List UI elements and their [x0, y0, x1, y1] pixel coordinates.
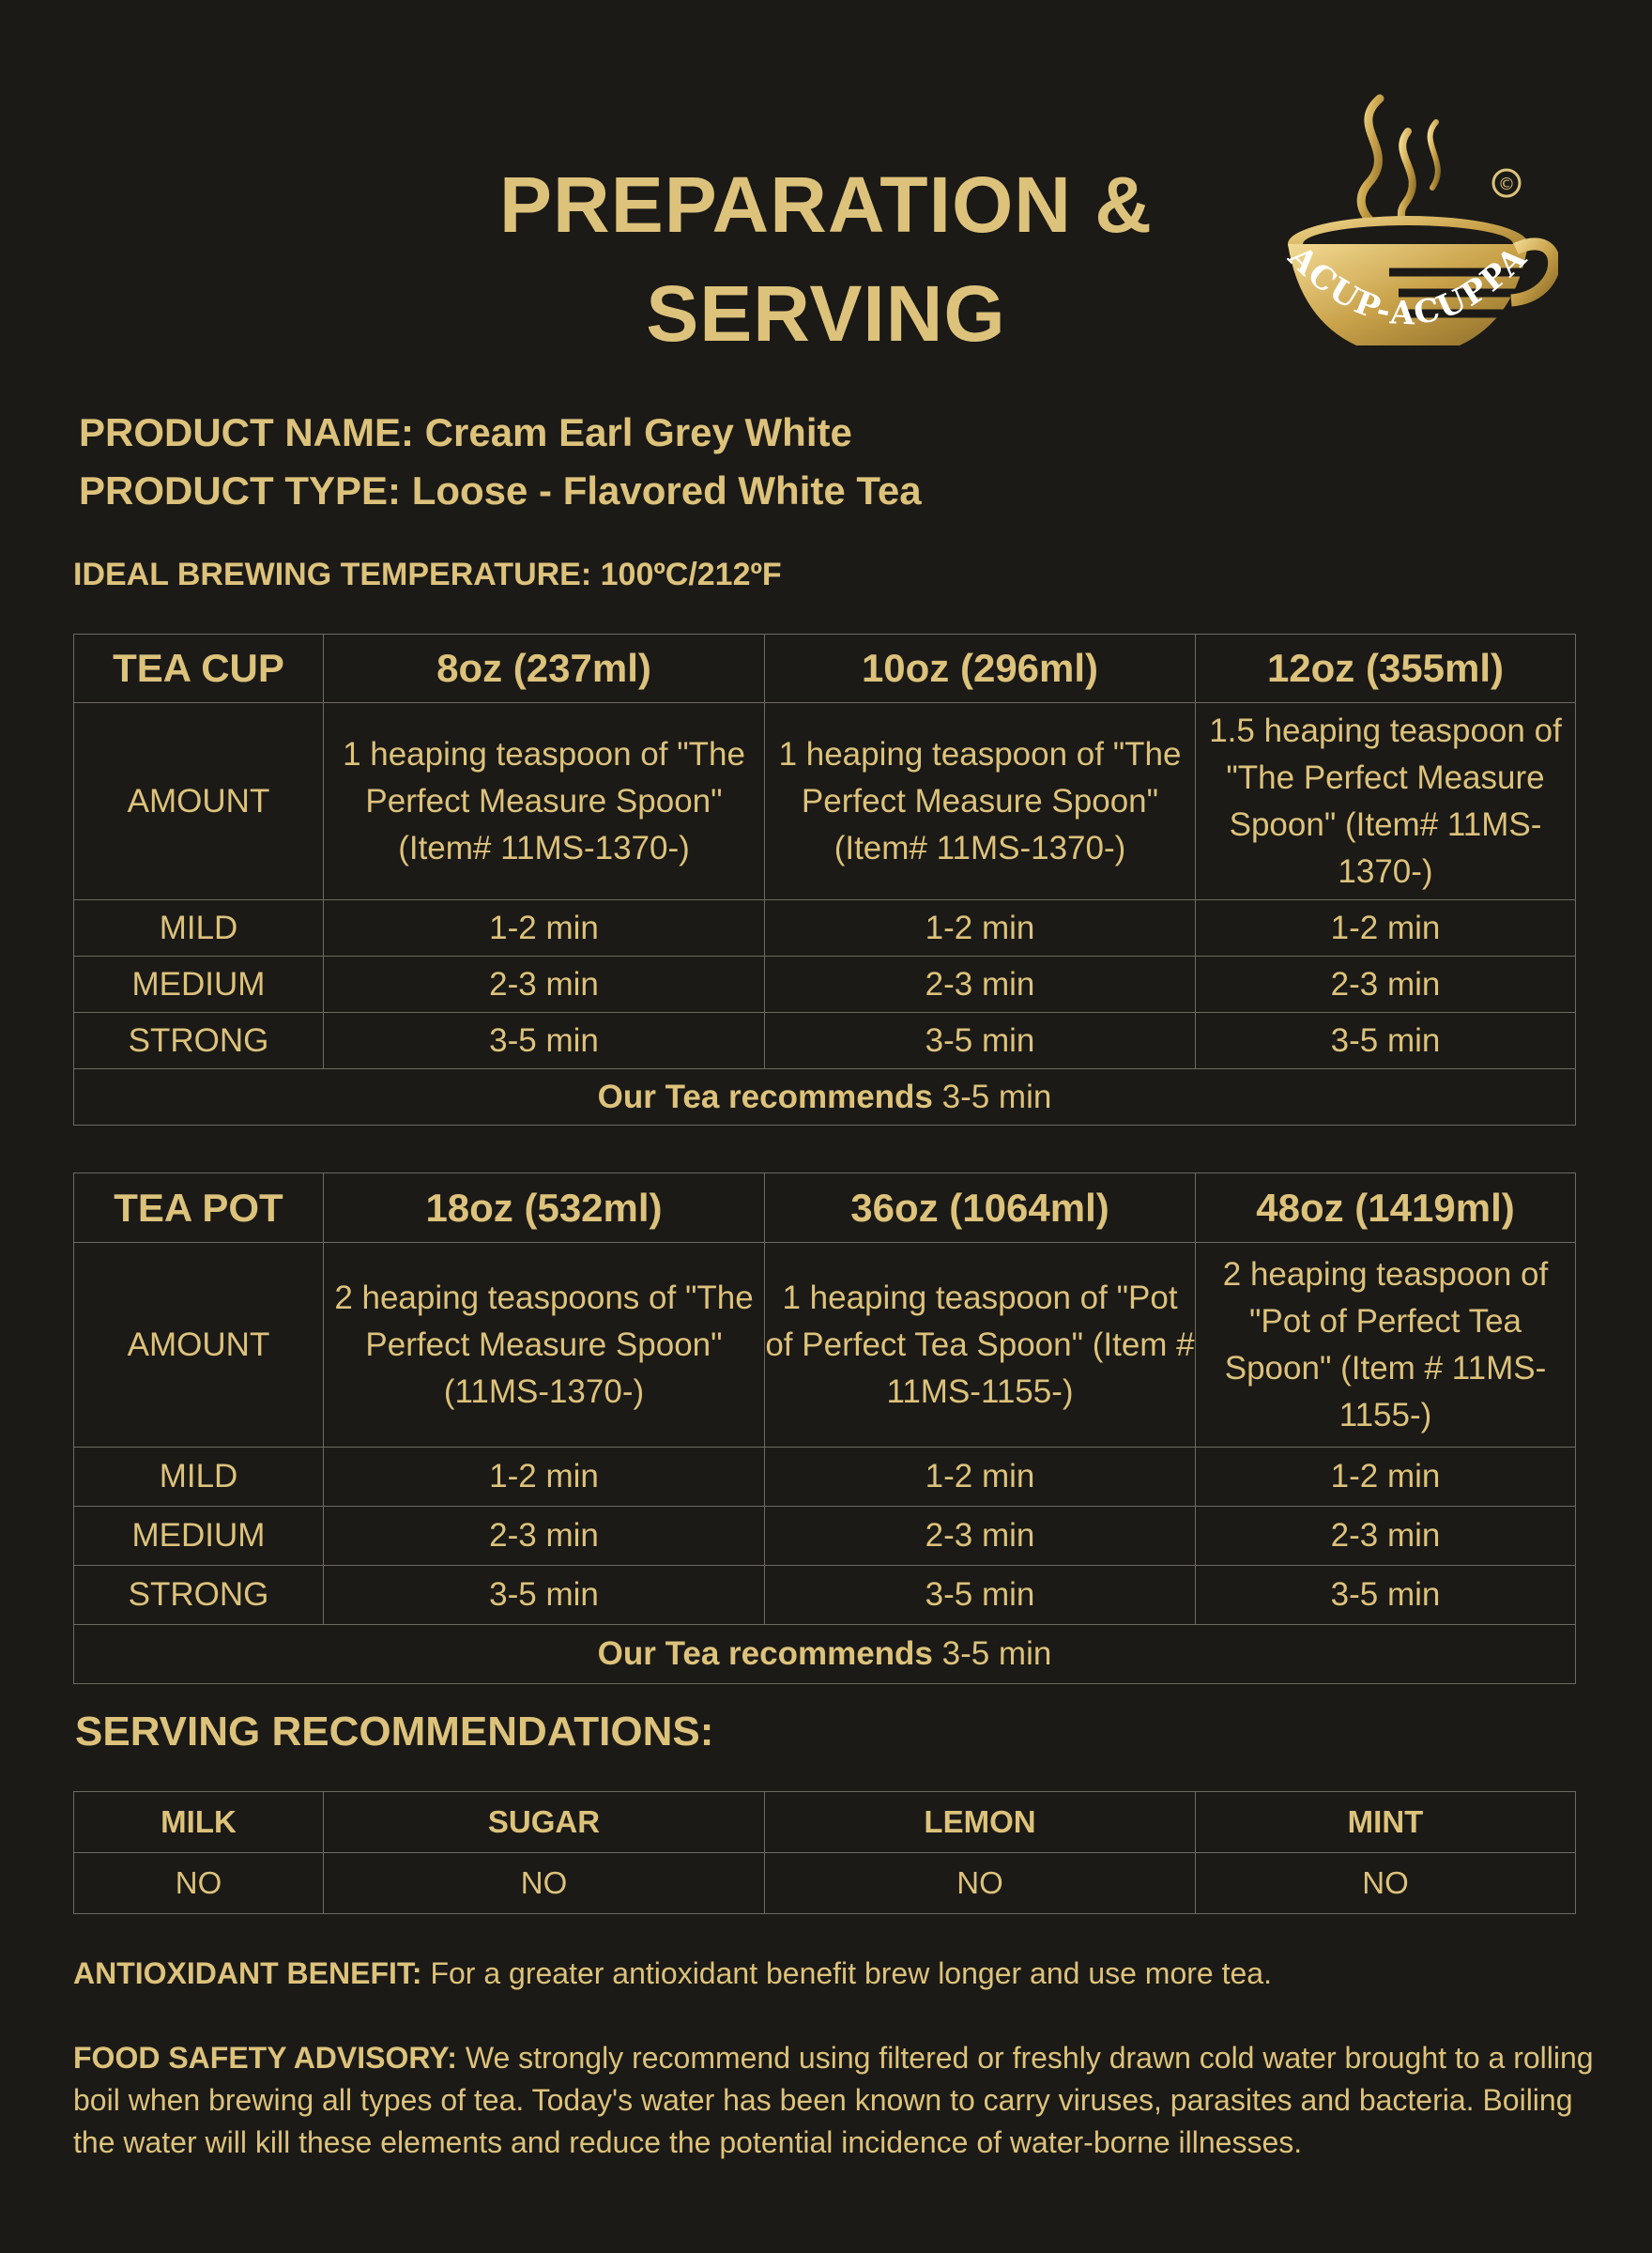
table-cell: 36oz (1064ml)	[765, 1173, 1196, 1243]
table-row	[74, 1448, 1576, 1507]
food-safety-text: We strongly recommend using filtered or freshly drawn cold water brought to a rolling boil when brewing all types of tea. Today's water has been known to carry viruses, parasites and bacteria. Boiling the water will kill these elements and reduce the potential incidence of water-borne illnesses.	[73, 2041, 1594, 2159]
brewing-temperature: IDEAL BREWING TEMPERATURE: 100ºC/212ºF	[73, 557, 782, 592]
tea-pot-table	[73, 1172, 1576, 1684]
table-cell: 1-2 min	[1196, 900, 1576, 957]
table-cell: 2-3 min	[765, 957, 1196, 1013]
table-row	[74, 1069, 1576, 1126]
tea-cup-table	[73, 634, 1576, 1126]
antioxidant-text: For a greater antioxidant benefit brew longer and use more tea.	[430, 1956, 1272, 1990]
product-name	[79, 404, 922, 462]
table-cell: 12oz (355ml)	[1196, 635, 1576, 703]
table-cell: 2-3 min	[1196, 1507, 1576, 1566]
table-cell: AMOUNT	[74, 703, 324, 900]
table-cell: NO	[1196, 1853, 1576, 1914]
table-cell: 10oz (296ml)	[765, 635, 1196, 703]
table-cell: MILK	[74, 1792, 324, 1853]
food-safety-note	[73, 2037, 1594, 2164]
table-cell: 3-5 min	[765, 1566, 1196, 1625]
table-cell: 1 heaping teaspoon of "The Perfect Measure Spoon" (Item# 11MS-1370-)	[324, 703, 765, 900]
table-cell: NO	[765, 1853, 1196, 1914]
product-type-label: PRODUCT TYPE:	[79, 468, 402, 513]
logo-text: ACUP-ACUPPA	[1280, 238, 1536, 333]
table-cell: MINT	[1196, 1792, 1576, 1853]
copyright-mark: ©	[1498, 175, 1515, 194]
table-cell: STRONG	[74, 1013, 324, 1069]
table-cell: LEMON	[765, 1792, 1196, 1853]
table-row	[74, 635, 1576, 703]
table-row	[74, 900, 1576, 957]
table-cell: 3-5 min	[1196, 1566, 1576, 1625]
table-cell: MEDIUM	[74, 1507, 324, 1566]
table-cell: 3-5 min	[324, 1013, 765, 1069]
product-type-value: Loose - Flavored White Tea	[411, 468, 922, 513]
table-row	[74, 957, 1576, 1013]
table-cell: 1-2 min	[765, 900, 1196, 957]
table-cell: 8oz (237ml)	[324, 635, 765, 703]
table-cell: 1-2 min	[324, 1448, 765, 1507]
table-cell: 1.5 heaping teaspoon of "The Perfect Measure Spoon" (Item# 11MS-1370-)	[1196, 703, 1576, 900]
product-type	[79, 462, 922, 520]
table-cell: 2-3 min	[324, 957, 765, 1013]
recommendation-cell	[74, 1625, 1576, 1684]
table-cell: 3-5 min	[324, 1566, 765, 1625]
table-cell: 3-5 min	[765, 1013, 1196, 1069]
steaming-teacup-logo-icon	[1258, 84, 1558, 404]
table-cell: STRONG	[74, 1566, 324, 1625]
table-cell: 1-2 min	[1196, 1448, 1576, 1507]
table-cell: 2 heaping teaspoons of "The Perfect Measure Spoon" (11MS-1370-)	[324, 1243, 765, 1448]
table-row	[74, 703, 1576, 900]
table-row	[74, 1013, 1576, 1069]
table-row	[74, 1792, 1576, 1853]
antioxidant-label: ANTIOXIDANT BENEFIT:	[73, 1956, 422, 1990]
recommendation-value: 3-5 min	[941, 1078, 1052, 1115]
table-cell: 2-3 min	[765, 1507, 1196, 1566]
product-name-label: PRODUCT NAME:	[79, 410, 414, 454]
table-row	[74, 1243, 1576, 1448]
table-cell: MEDIUM	[74, 957, 324, 1013]
table-cell: 18oz (532ml)	[324, 1173, 765, 1243]
page-title	[357, 150, 1295, 368]
table-cell: NO	[74, 1853, 324, 1914]
table-row	[74, 1507, 1576, 1566]
food-safety-label: FOOD SAFETY ADVISORY:	[73, 2041, 457, 2075]
table-cell: 2-3 min	[324, 1507, 765, 1566]
table-row	[74, 1853, 1576, 1914]
title-line-1: PREPARATION &	[499, 161, 1153, 249]
table-cell: TEA POT	[74, 1173, 324, 1243]
table-cell: 1 heaping teaspoon of "The Perfect Measure Spoon" (Item# 11MS-1370-)	[765, 703, 1196, 900]
table-cell: NO	[324, 1853, 765, 1914]
table-cell: 3-5 min	[1196, 1013, 1576, 1069]
table-cell: 1-2 min	[324, 900, 765, 957]
table-cell: 1 heaping teaspoon of "Pot of Perfect Tea Spoon" (Item # 11MS-1155-)	[765, 1243, 1196, 1448]
table-cell: 1-2 min	[765, 1448, 1196, 1507]
serving-table	[73, 1791, 1576, 1914]
table-row	[74, 1566, 1576, 1625]
title-line-2: SERVING	[646, 269, 1006, 358]
table-cell: AMOUNT	[74, 1243, 324, 1448]
table-cell: 48oz (1419ml)	[1196, 1173, 1576, 1243]
serving-recommendations-title: SERVING RECOMMENDATIONS:	[75, 1709, 714, 1755]
recommendation-cell	[74, 1069, 1576, 1126]
product-info	[79, 404, 922, 520]
table-row	[74, 1173, 1576, 1243]
recommendation-value: 3-5 min	[941, 1635, 1052, 1672]
table-cell: 2 heaping teaspoon of "Pot of Perfect Tea Spoon" (Item # 11MS-1155-)	[1196, 1243, 1576, 1448]
table-cell: 2-3 min	[1196, 957, 1576, 1013]
table-cell: MILD	[74, 1448, 324, 1507]
table-cell: TEA CUP	[74, 635, 324, 703]
recommendation-label: Our Tea recommends	[597, 1635, 933, 1672]
table-row	[74, 1625, 1576, 1684]
table-cell: MILD	[74, 900, 324, 957]
antioxidant-note	[73, 1953, 1594, 1995]
table-cell: SUGAR	[324, 1792, 765, 1853]
product-name-value: Cream Earl Grey White	[424, 410, 852, 454]
recommendation-label: Our Tea recommends	[597, 1078, 933, 1115]
